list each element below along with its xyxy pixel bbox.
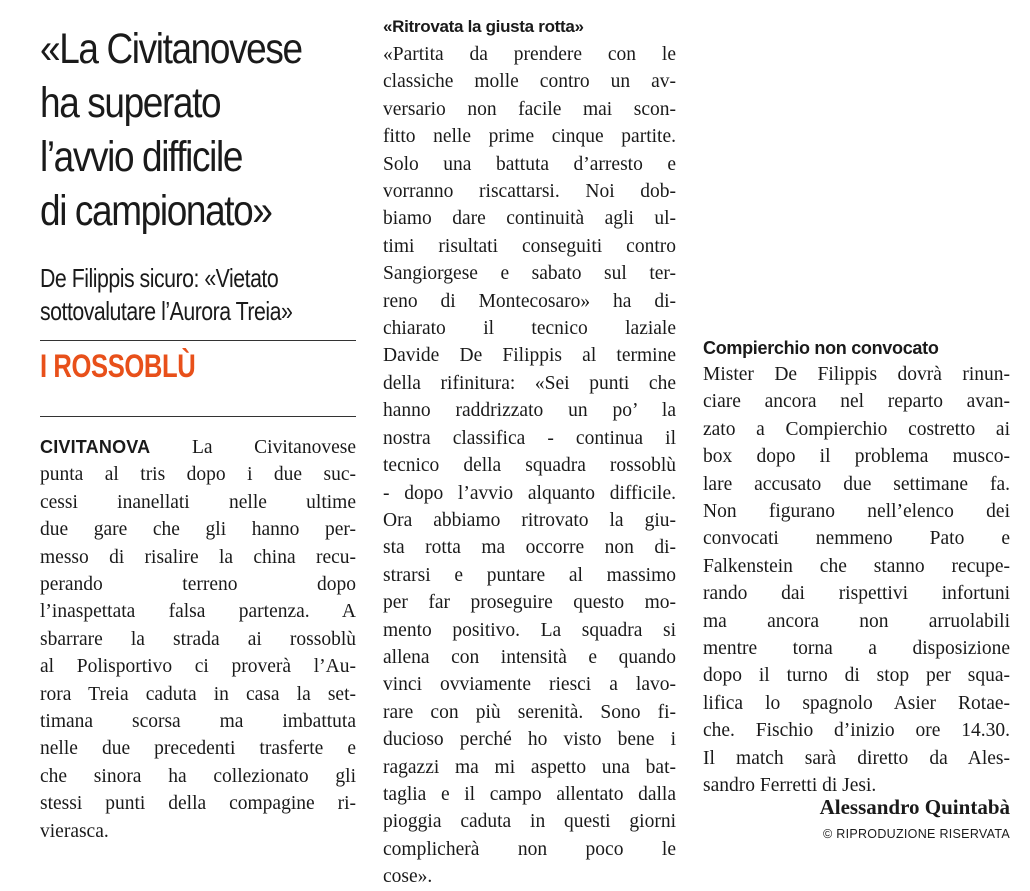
subheadline-line: sottovalutare l’Aurora Treia» [40,296,293,326]
text-line: Ora abbiamo ritrovato la giu- [383,509,676,531]
left-body [40,434,356,845]
text-line: rare con più serenità. Sono fi- [383,701,676,723]
text-line: biamo dare continuità agli ul- [383,208,676,230]
divider [40,340,356,341]
text-line: sbarrare la strada ai rossoblù [40,628,356,650]
text-line: ma ancora non arruolabili [703,610,1010,632]
text-line: per far proseguire questo mo- [383,592,676,614]
headline-line: di campionato» [40,187,272,235]
divider [40,416,356,417]
text-line: - dopo l’avvio alquanto difficile. [383,482,676,504]
text-line: rando dai rispettivi infortuni [703,583,1010,605]
text-line: box dopo il problema musco- [703,446,1010,468]
middle-column [383,16,676,891]
text-line: vierasca. [40,820,109,842]
text-line: sandro Ferretti di Jesi. [703,775,877,797]
text-line: ragazzi ma mi aspetto una bat- [383,756,676,778]
text-line: lare accusato due settimane fa. [703,473,1010,495]
text-line: allena con intensità e quando [383,646,676,668]
text-line: chiarato il tecnico laziale [383,318,676,340]
text-line: ducioso perché ho visto bene i [383,729,676,751]
text-line: ciare ancora nel reparto avan- [703,391,1010,413]
text-line: timana scorsa ma imbattuta [40,711,356,733]
text-line: versario non facile mai scon- [383,98,676,120]
subheadline-line: De Filippis sicuro: «Vietato [40,263,279,293]
text-line: Davide De Filippis al termine [383,345,676,367]
text-line: cose». [383,866,433,888]
text-line: fitto nelle prime cinque partite. [383,126,676,148]
text-line: Falkenstein che stanno recupe- [703,555,1010,577]
text-line: zato a Compierchio costretto ai [703,418,1010,440]
text-line: al Polisportivo ci proverà l’Au- [40,656,356,678]
text-line: timi risultati conseguiti contro [383,235,676,257]
text-line: hanno raddrizzato un po’ la [383,400,676,422]
text-line: classiche molle contro un av- [383,71,676,93]
headline-line: l’avvio difficile [40,133,243,181]
middle-section-title: «Ritrovata la giusta rotta» [383,17,584,36]
middle-body-text [383,41,676,891]
text-line: della rifinitura: «Sei punti che [383,372,676,394]
text-line: «Partita da prendere con le [383,44,676,65]
text-line: messo di risalire la china recu- [40,546,356,568]
text-line: Mister De Filippis dovrà rinun- [703,364,1010,385]
copyright-notice: © RIPRODUZIONE RISERVATA [822,827,1010,841]
left-body-text [40,434,356,845]
text-line: convocati nemmeno Pato e [703,528,1010,550]
text-line: rora Treia caduta in casa la set- [40,683,356,705]
text-line: perando terreno dopo [40,574,356,596]
text-line: mento positivo. La squadra si [383,619,676,641]
text-line: stessi punti della compagine ri- [40,793,356,815]
text-line: vinci ovviamente riesci a lavo- [383,674,676,696]
headline-line: ha superato [40,79,221,127]
text-line: nostra classifica - continua il [383,427,676,449]
text-line: tecnico della squadra rossoblù [383,455,676,477]
text-line: Solo una battuta d’arresto e [383,153,676,175]
headline-line: «La Civitanovese [40,25,302,73]
text-line: punta al tris dopo i due suc- [40,464,356,486]
headline [40,22,358,238]
right-column [703,337,1010,800]
subheadline [40,262,343,328]
section-kicker: I ROSSOBLÙ [40,348,196,384]
text-line: complicherà non poco le [383,838,676,860]
text-line: Sangiorgese e sabato sul ter- [383,263,676,285]
text-line: lifica lo spagnolo Asier Rotae- [703,692,1010,714]
text-line: l’inaspettata falsa partenza. A [40,601,356,623]
text-line: dopo il turno di stop per squa- [703,665,1010,687]
text-line: taglia e il campo allentato dalla [383,783,676,805]
text-line: Non figurano nell’elenco dei [703,501,1010,523]
text-line: reno di Montecosaro» ha di- [383,290,676,312]
right-body-text [703,361,1010,800]
text-line: Il match sarà diretto da Ales- [703,747,1010,769]
text-fragment: La Civitanovese [150,437,356,458]
text-line: pioggia caduta in questi giorni [383,811,676,833]
text-line: vorranno riscattarsi. Noi dob- [383,181,676,203]
text-line: strarsi e puntare al massimo [383,564,676,586]
text-line: mentre torna a disposizione [703,638,1010,660]
text-line [40,434,356,461]
dateline: CIVITANOVA [40,437,151,457]
text-line: cessi inanellati nelle ultime [40,491,356,513]
author-byline: Alessandro Quintabà [819,795,1010,819]
text-line: sta rotta ma occorre non di- [383,537,676,559]
left-column [40,22,356,842]
text-line: che. Fischio d’inizio ore 14.30. [703,720,1010,742]
right-section-title: Compierchio non convocato [703,338,939,358]
text-line: due gare che gli hanno per- [40,519,356,541]
text-line: nelle due precedenti trasferte e [40,738,356,760]
text-line: che sinora ha collezionato gli [40,765,356,787]
